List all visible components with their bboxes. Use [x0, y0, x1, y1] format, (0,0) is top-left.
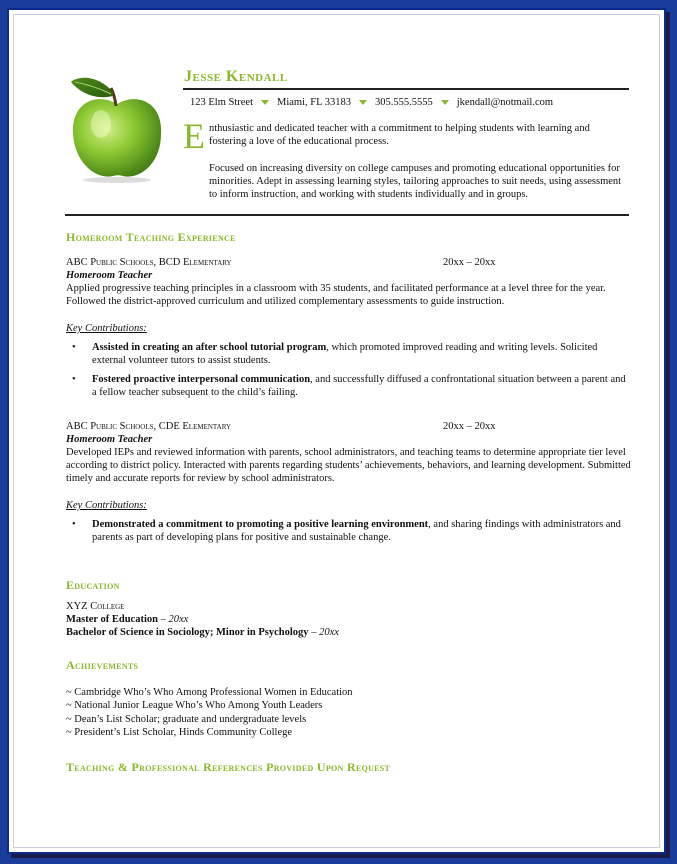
city: Miami, FL 33183 [277, 97, 351, 108]
address: 123 Elm Street [190, 97, 253, 108]
bullet-icon: • [72, 342, 76, 353]
bullet-icon: • [72, 374, 76, 385]
references-heading: Teaching & Professional References Provided Upon Request [66, 760, 391, 774]
triangle-separator-icon [261, 100, 269, 105]
green-apple-icon [67, 72, 167, 184]
triangle-separator-icon [441, 100, 449, 105]
education-block [66, 600, 631, 639]
job-dates: 20xx – 20xx [443, 257, 496, 268]
key-contributions-label: Key Contributions: [66, 500, 147, 511]
experience-heading: Homeroom Teaching Experience [66, 230, 236, 244]
contributions-list [66, 341, 631, 399]
email[interactable]: jkendall@notmail.com [456, 97, 554, 108]
achievements-heading: Achievements [66, 658, 139, 672]
summary-paragraph-1: nthusiastic and dedicated teacher with a commitment to helping students with learning and fostering a love of the educational process. [209, 123, 590, 147]
list-item: ~ National Junior League Who’s Who Among Youth Leaders [66, 700, 323, 712]
summary-paragraph-2: Focused on increasing diversity on college campuses and promoting educational opportunities for minorities. Adept in assessing learning styles, tailoring approaches to suit needs, using assessment to inform instruction, and working with students individually and in groups. [209, 163, 622, 200]
key-contributions-label: Key Contributions: [66, 323, 147, 334]
header-rule [183, 88, 629, 90]
contact-line [190, 97, 553, 108]
job-description: Developed IEPs and reviewed information with parents, school administrators, and teaching teams to determine appropriate tier level according to district policy. Interacted with parents regarding students’ achievements, behaviors, and learning development. Submitted timely and accurate reports for review by school administrators. [66, 447, 631, 484]
job-title: Homeroom Teacher [66, 270, 153, 281]
list-item: • Assisted in creating an after school tutorial program, which promoted improved reading and writing levels. Solicited external volunteer tutors to assist students. [72, 342, 598, 366]
triangle-separator-icon [359, 100, 367, 105]
candidate-name: Jesse Kendall [184, 68, 288, 85]
job-employer: ABC Public Schools, CDE Elementary [66, 421, 232, 432]
contributions-list [66, 518, 631, 544]
list-item: ~ Cambridge Who’s Who Among Professional Women in Education [66, 687, 353, 698]
summary-dropcap: E [183, 116, 205, 156]
job-title: Homeroom Teacher [66, 434, 153, 445]
list-item: ~ President’s List Scholar, Hinds Community College [66, 727, 293, 739]
resume-page [7, 8, 666, 854]
education-heading: Education [66, 578, 120, 592]
job-employer: ABC Public Schools, BCD Elementary [66, 257, 232, 268]
job-description: Applied progressive teaching principles in a classroom with 35 students, and facilitated performance at a level three for the year. Followed the district-approved curriculum and utilized complementary assessments to guide instruction. [66, 283, 606, 307]
list-item: • Demonstrated a commitment to promoting a positive learning environment, and sharing findings with administrators and parents as part of developing plans for positive and sustainable change. [72, 519, 621, 543]
job-2 [66, 420, 631, 544]
job-1 [66, 256, 631, 399]
list-item: ~ Dean’s List Scholar; graduate and undergraduate levels [66, 713, 307, 725]
school-name: XYZ College [66, 601, 125, 612]
achievements-list [66, 686, 631, 740]
job-dates: 20xx – 20xx [443, 421, 496, 432]
bullet-icon: • [72, 519, 76, 530]
degree-1: Master of Education – 20xx [66, 614, 189, 625]
list-item: • Fostered proactive interpersonal communication, and successfully diffused a confrontational situation between a parent and a fellow teacher subsequent to the child’s failing. [72, 374, 626, 398]
phone: 305.555.5555 [375, 97, 433, 108]
section-rule [65, 214, 629, 216]
degree-2: Bachelor of Science in Sociology; Minor in Psychology – 20xx [66, 627, 339, 638]
